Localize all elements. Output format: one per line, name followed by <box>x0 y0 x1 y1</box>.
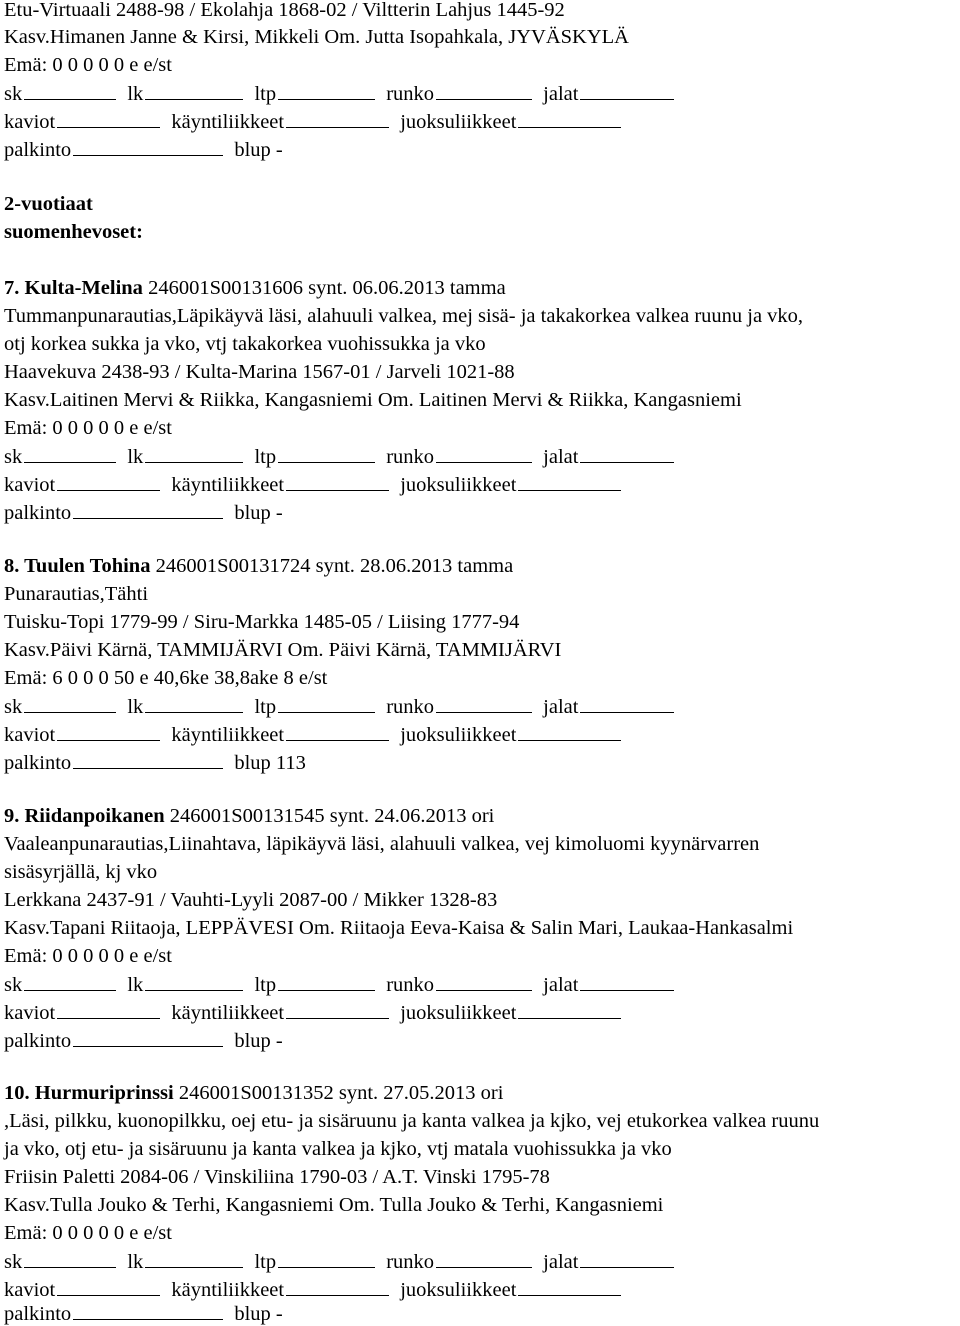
juoksuliikkeet-label: juoksuliikkeet <box>400 1002 517 1024</box>
kayntiliikkeet-blank <box>286 1279 389 1296</box>
jalat-label: jalat <box>543 974 579 996</box>
intro-dam-stats: Emä: 0 0 0 0 0 e e/st <box>4 54 172 76</box>
runko-label: runko <box>386 1251 435 1273</box>
lk-label: lk <box>127 83 144 105</box>
kayntiliikkeet-blank <box>286 474 389 491</box>
runko-blank <box>436 446 532 463</box>
kayntiliikkeet-label: käyntiliikkeet <box>171 474 285 496</box>
palkinto-blank <box>73 1030 223 1047</box>
jalat-label: jalat <box>543 446 579 468</box>
horse-scores-row-3 <box>4 752 306 774</box>
lk-label: lk <box>127 696 144 718</box>
horse-description-line: Vaaleanpunarautias,Liinahtava, läpikäyvä läsi, alahuuli valkea, vej kimoluomi kyynärvarren <box>4 833 760 855</box>
kayntiliikkeet-blank <box>286 111 389 128</box>
horse-breeder-owner: Kasv.Tulla Jouko & Terhi, Kangasniemi Om. Tulla Jouko & Terhi, Kangasniemi <box>4 1194 664 1216</box>
horse-number-name: 9. Riidanpoikanen <box>4 805 165 827</box>
lk-blank <box>145 974 243 991</box>
horse-description-line: Tummanpunarautias,Läpikäyvä läsi, alahuuli valkea, mej sisä- ja takakorkea valkea ruunu ja vko, <box>4 305 804 327</box>
palkinto-label: palkinto <box>4 1030 72 1052</box>
sk-blank <box>24 974 116 991</box>
intro-scores-row-3 <box>4 139 283 161</box>
jalat-label: jalat <box>543 1251 579 1273</box>
horse-heading <box>4 278 506 299</box>
ltp-blank <box>278 696 375 713</box>
jalat-blank <box>580 974 674 991</box>
ltp-label: ltp <box>254 446 277 468</box>
kayntiliikkeet-blank <box>286 724 389 741</box>
horse-scores-row-1 <box>4 696 680 718</box>
ltp-label: ltp <box>254 1251 277 1273</box>
horse-number-name: 8. Tuulen Tohina <box>4 555 151 577</box>
kaviot-label: kaviot <box>4 1002 56 1024</box>
ltp-blank <box>278 974 375 991</box>
palkinto-blank <box>73 139 223 156</box>
horse-scores-row-2 <box>4 1279 627 1301</box>
sk-label: sk <box>4 1251 23 1273</box>
horse-dam-stats: Emä: 0 0 0 0 0 e e/st <box>4 417 172 439</box>
blup-value: blup - <box>234 1303 283 1325</box>
horse-description-line: Punarautias,Tähti <box>4 583 149 605</box>
horse-scores-row-1 <box>4 1251 680 1273</box>
horse-dam-stats: Emä: 0 0 0 0 0 e e/st <box>4 945 172 967</box>
horse-registration: 246001S00131606 synt. 06.06.2013 tamma <box>142 277 506 299</box>
lk-blank <box>145 696 243 713</box>
jalat-label: jalat <box>543 696 579 718</box>
palkinto-blank <box>73 1303 223 1320</box>
kaviot-label: kaviot <box>4 724 56 746</box>
juoksuliikkeet-blank <box>518 1279 621 1296</box>
kaviot-blank <box>57 474 160 491</box>
sk-blank <box>24 446 116 463</box>
sk-blank <box>24 83 116 100</box>
blup-value: blup - <box>234 1030 283 1052</box>
jalat-blank <box>580 1251 674 1268</box>
runko-label: runko <box>386 696 435 718</box>
palkinto-label: palkinto <box>4 752 72 774</box>
horse-number-name: 10. Hurmuriprinssi <box>4 1082 174 1104</box>
horse-description-line: sisäsyrjällä, kj vko <box>4 861 158 883</box>
ltp-blank <box>278 446 375 463</box>
horse-dam-stats: Emä: 0 0 0 0 0 e e/st <box>4 1222 172 1244</box>
ltp-label: ltp <box>254 83 277 105</box>
ltp-blank <box>278 83 375 100</box>
horse-pedigree: Tuisku-Topi 1779-99 / Siru-Markka 1485-05 / Liising 1777-94 <box>4 611 520 633</box>
horse-description-line: ,Läsi, pilkku, kuonopilkku, oej etu- ja sisäruunu ja kanta valkea ja kjko, vej etukorkea valkea ruunu <box>4 1110 820 1132</box>
sk-blank <box>24 1251 116 1268</box>
sk-label: sk <box>4 446 23 468</box>
kaviot-blank <box>57 1279 160 1296</box>
kaviot-blank <box>57 1002 160 1019</box>
horse-scores-row-3 <box>4 502 283 524</box>
sk-label: sk <box>4 974 23 996</box>
palkinto-blank <box>73 752 223 769</box>
horse-breeder-owner: Kasv.Laitinen Mervi & Riikka, Kangasniemi Om. Laitinen Mervi & Riikka, Kangasniemi <box>4 389 742 411</box>
juoksuliikkeet-blank <box>518 111 621 128</box>
horse-pedigree: Friisin Paletti 2084-06 / Vinskiliina 1790-03 / A.T. Vinski 1795-78 <box>4 1166 550 1188</box>
lk-blank <box>145 83 243 100</box>
juoksuliikkeet-label: juoksuliikkeet <box>400 474 517 496</box>
palkinto-label: palkinto <box>4 139 72 161</box>
sk-blank <box>24 696 116 713</box>
horse-scores-row-2 <box>4 1002 627 1024</box>
jalat-blank <box>580 83 674 100</box>
kaviot-label: kaviot <box>4 111 56 133</box>
runko-blank <box>436 83 532 100</box>
runko-blank <box>436 696 532 713</box>
runko-blank <box>436 974 532 991</box>
horse-pedigree: Haavekuva 2438-93 / Kulta-Marina 1567-01 / Jarveli 1021-88 <box>4 361 515 383</box>
horse-breeder-owner: Kasv.Päivi Kärnä, TAMMIJÄRVI Om. Päivi Kärnä, TAMMIJÄRVI <box>4 639 562 661</box>
lk-blank <box>145 446 243 463</box>
juoksuliikkeet-label: juoksuliikkeet <box>400 724 517 746</box>
horse-heading <box>4 1083 503 1104</box>
lk-label: lk <box>127 974 144 996</box>
horse-scores-row-3 <box>4 1030 283 1052</box>
palkinto-blank <box>73 502 223 519</box>
horse-scores-row-1 <box>4 446 680 468</box>
horse-registration: 246001S00131545 synt. 24.06.2013 ori <box>164 805 495 827</box>
sk-label: sk <box>4 696 23 718</box>
palkinto-label: palkinto <box>4 502 72 524</box>
ltp-label: ltp <box>254 696 277 718</box>
horse-scores-row-2 <box>4 724 627 746</box>
runko-blank <box>436 1251 532 1268</box>
juoksuliikkeet-label: juoksuliikkeet <box>400 111 517 133</box>
horse-heading <box>4 806 494 827</box>
kaviot-label: kaviot <box>4 1279 56 1301</box>
kayntiliikkeet-label: käyntiliikkeet <box>171 724 285 746</box>
ltp-label: ltp <box>254 974 277 996</box>
sk-label: sk <box>4 83 23 105</box>
horse-registration: 246001S00131352 synt. 27.05.2013 ori <box>173 1082 504 1104</box>
jalat-label: jalat <box>543 83 579 105</box>
horse-breeder-owner: Kasv.Tapani Riitaoja, LEPPÄVESI Om. Riitaoja Eeva-Kaisa & Salin Mari, Laukaa-Hankasalmi <box>4 917 794 939</box>
runko-label: runko <box>386 974 435 996</box>
kaviot-blank <box>57 724 160 741</box>
juoksuliikkeet-blank <box>518 724 621 741</box>
intro-scores-row-1 <box>4 83 680 105</box>
horse-scores-row-1 <box>4 974 680 996</box>
kayntiliikkeet-label: käyntiliikkeet <box>171 111 285 133</box>
horse-scores-row-2 <box>4 474 627 496</box>
horse-description-line: ja vko, otj etu- ja sisäruunu ja kanta valkea ja kjko, vtj matala vuohissukka ja vko <box>4 1138 672 1160</box>
kayntiliikkeet-label: käyntiliikkeet <box>171 1002 285 1024</box>
juoksuliikkeet-blank <box>518 1002 621 1019</box>
lk-label: lk <box>127 446 144 468</box>
horse-pedigree: Lerkkana 2437-91 / Vauhti-Lyyli 2087-00 / Mikker 1328-83 <box>4 889 498 911</box>
lk-label: lk <box>127 1251 144 1273</box>
blup-value: blup - <box>234 139 283 161</box>
horse-dam-stats: Emä: 6 0 0 0 50 e 40,6ke 38,8ake 8 e/st <box>4 667 328 689</box>
juoksuliikkeet-label: juoksuliikkeet <box>400 1279 517 1301</box>
horse-number-name: 7. Kulta-Melina <box>4 277 143 299</box>
blup-value: blup - <box>234 502 283 524</box>
horse-registration: 246001S00131724 synt. 28.06.2013 tamma <box>150 555 514 577</box>
kaviot-label: kaviot <box>4 474 56 496</box>
horse-description-line: otj korkea sukka ja vko, vtj takakorkea vuohissukka ja vko <box>4 333 486 355</box>
intro-breeder-owner: Kasv.Himanen Janne & Kirsi, Mikkeli Om. Jutta Isopahkala, JYVÄSKYLÄ <box>4 26 629 48</box>
section-heading-age: 2-vuotiaat <box>4 193 93 215</box>
blup-value: blup 113 <box>234 752 306 774</box>
kayntiliikkeet-label: käyntiliikkeet <box>171 1279 285 1301</box>
palkinto-label: palkinto <box>4 1303 72 1325</box>
jalat-blank <box>580 446 674 463</box>
horse-heading <box>4 556 513 577</box>
lk-blank <box>145 1251 243 1268</box>
jalat-blank <box>580 696 674 713</box>
intro-pedigree: Etu-Virtuaali 2488-98 / Ekolahja 1868-02 / Viltterin Lahjus 1445-92 <box>4 0 565 21</box>
kaviot-blank <box>57 111 160 128</box>
juoksuliikkeet-blank <box>518 474 621 491</box>
section-heading-breed: suomenhevoset: <box>4 221 143 243</box>
kayntiliikkeet-blank <box>286 1002 389 1019</box>
horse-scores-row-3 <box>4 1303 283 1325</box>
runko-label: runko <box>386 83 435 105</box>
ltp-blank <box>278 1251 375 1268</box>
intro-scores-row-2 <box>4 111 627 133</box>
runko-label: runko <box>386 446 435 468</box>
